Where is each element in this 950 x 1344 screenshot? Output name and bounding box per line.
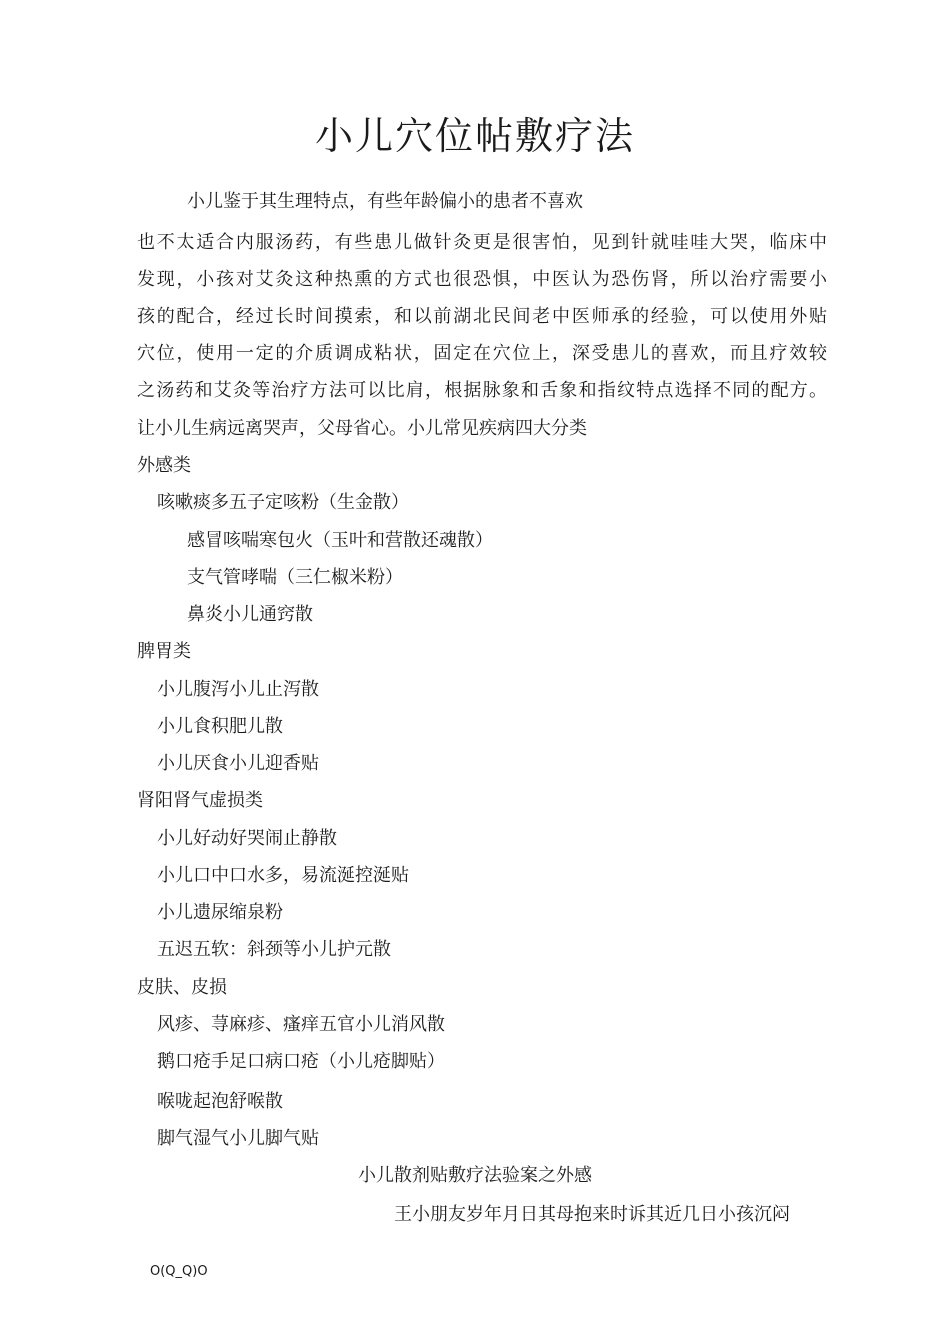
category-item: 五迟五软：斜颈等小儿护元散	[157, 939, 391, 960]
intro-line-1: 也不太适合内服汤药，有些患儿做针灸更是很害怕，见到针就哇哇大哭，临床中	[137, 232, 827, 253]
category-item: 支气管哮喘（三仁椒米粉）	[187, 567, 403, 588]
category-heading: 肾阳肾气虚损类	[137, 790, 263, 811]
case-title: 小儿散剂贴敷疗法验案之外感	[358, 1165, 592, 1186]
footer-mark: O(Q_Q)O	[150, 1264, 208, 1279]
category-item: 小儿厌食小儿迎香贴	[157, 753, 319, 774]
category-heading: 外感类	[137, 455, 191, 476]
intro-line-2: 发现，小孩对艾灸这种热熏的方式也很恐惧，中医认为恐伤肾，所以治疗需要小	[137, 269, 827, 290]
category-item: 鹅口疮手足口病口疮（小儿疮脚贴）	[157, 1051, 445, 1072]
category-item: 小儿腹泻小儿止泻散	[157, 679, 319, 700]
category-heading: 脾胃类	[137, 641, 191, 662]
category-item: 风疹、荨麻疹、瘙痒五官小儿消风散	[157, 1014, 445, 1035]
case-first-line: 王小朋友岁年月日其母抱来时诉其近几日小孩沉闷	[394, 1204, 790, 1225]
category-item: 感冒咳喘寒包火（玉叶和营散还魂散）	[187, 530, 493, 551]
intro-line-4: 穴位，使用一定的介质调成粘状，固定在穴位上，深受患儿的喜欢，而且疗效较	[137, 343, 827, 364]
category-item: 小儿遗尿缩泉粉	[157, 902, 283, 923]
category-item: 小儿口中口水多，易流涎控涎贴	[157, 865, 409, 886]
category-item: 鼻炎小儿通窍散	[187, 604, 313, 625]
category-item: 脚气湿气小儿脚气贴	[157, 1128, 319, 1149]
intro-line-3: 孩的配合，经过长时间摸索，和以前湖北民间老中医师承的经验，可以使用外贴	[137, 306, 827, 327]
category-heading: 皮肤、皮损	[137, 977, 227, 998]
category-item: 小儿食积肥儿散	[157, 716, 283, 737]
intro-last-line: 让小儿生病远离哭声，父母省心。小儿常见疾病四大分类	[137, 418, 587, 439]
category-item: 喉咙起泡舒喉散	[157, 1091, 283, 1112]
intro-line-5: 之汤药和艾灸等治疗方法可以比肩，根据脉象和舌象和指纹特点选择不同的配方。	[137, 380, 827, 401]
intro-first-line: 小儿鉴于其生理特点，有些年龄偏小的患者不喜欢	[187, 191, 583, 212]
category-item: 咳嗽痰多五子定咳粉（生金散）	[157, 492, 409, 513]
category-item: 小儿好动好哭闹止静散	[157, 828, 337, 849]
document-title: 小儿穴位帖敷疗法	[314, 114, 635, 158]
